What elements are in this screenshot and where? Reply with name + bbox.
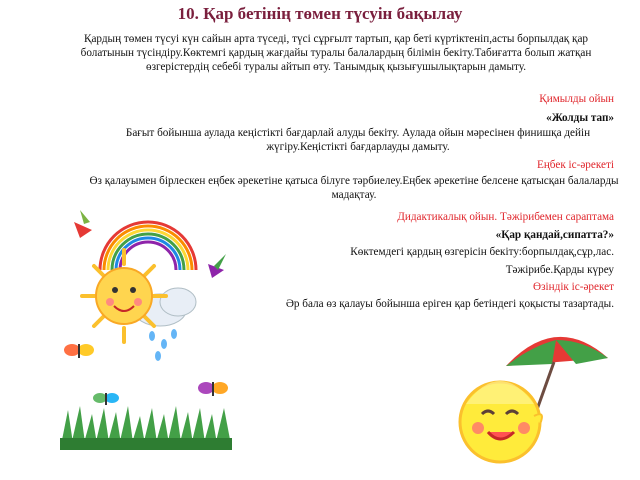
section-heading-didactic-game: Дидактикалық ойын. Тәжірибемен сараптама	[397, 211, 614, 223]
intro-paragraph: Қардың төмен түсуі күн сайын арта түседі, түсі сұрғылт тартып, қар беті күртіктеніп,асты борпылдақ қар болатынын түсіндіру.Көктемгі қардың жағдайы туралы балалардың білімін бекіту.Табиғатта болып жатқан өзгерістердің себебі туралы айтып өту. Танымдық қызығушылықтарын дамыту.	[80, 33, 592, 73]
section-heading-independent-activity: Өзіндік іс-әрекет	[533, 281, 614, 293]
section-subheading-snow-quality: «Қар қандай,сипатта?»	[495, 229, 614, 241]
sun-with-umbrella-illustration	[436, 318, 616, 468]
section-text-independent-activity: Әр бала өз қалауы бойынша еріген қар бетіндегі қоқысты тазартады.	[285, 298, 614, 310]
page-title: 10. Қар бетінің төмен түсуін бақылау	[177, 4, 463, 23]
sun-rainbow-butterflies-illustration	[60, 210, 232, 450]
section-text-experiment: Тәжірибе.Қарды күреу	[505, 264, 614, 276]
section-heading-labor: Еңбек іс-әрекеті	[536, 159, 614, 171]
section-text-movement-game: Бағыт бойынша аулада кеңістікті бағдарлай алуды бекіту. Аулада ойын мәресінен финишқа дейін жүгіру.Кеңістікті бағдарлауды дамыту.	[125, 127, 591, 153]
section-text-labor: Өз қалауымен бірлескен еңбек әрекетіне қатыса білуге тәрбиелеу.Еңбек әрекетіне белсене қатысқан балаларды мадақтау.	[89, 175, 619, 201]
section-heading-movement-game: Қимылды ойын	[539, 93, 614, 105]
section-text-didactic-game: Көктемдегі қардың өзгерісін бекіту:борпылдақ,сұр,лас.	[350, 246, 614, 258]
section-subheading-find-path: «Жолды тап»	[546, 112, 614, 124]
